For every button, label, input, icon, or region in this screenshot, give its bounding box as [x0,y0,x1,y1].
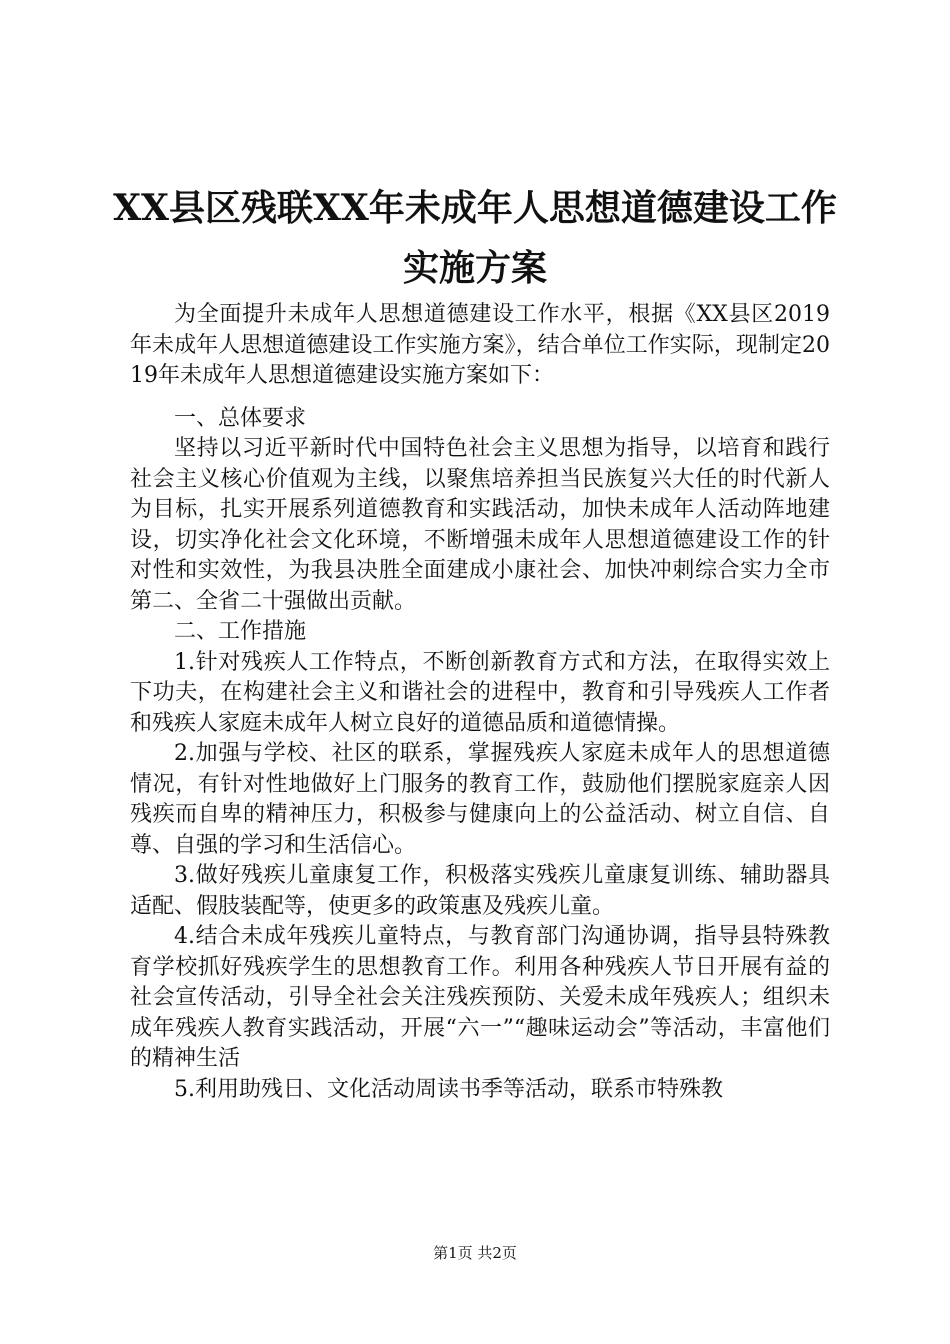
document-body [130,300,830,1105]
general-requirements-paragraph: 坚持以习近平新时代中国特色社会主义思想为指导，以培育和践行社会主义核心价值观为主线，以聚焦培养担当民族复兴大任的时代新人为目标，扎实开展系列道德教育和实践活动，加快未成年人活动阵地建设，切实净化社会文化环境，不断增强未成年人思想道德建设工作的针对性和实效性，为我县决胜全面建成小康社会、加快冲刺综合实力全市第二、全省二十强做出贡献。 [130,436,830,614]
section-heading-general-requirements: 一、总体要求 [174,405,307,431]
page-footer: 第1页 共2页 [433,1244,517,1262]
section-heading-work-measures: 二、工作措施 [174,619,307,644]
measure-item-1: 1.针对残疾人工作特点，不断创新教育方式和方法，在取得实效上下功夫，在构建社会主义和谐社会的进程中，教育和引导残疾人工作者和残疾人家庭未成年人树立良好的道德品质和道德情操。 [130,649,830,736]
document-title-line-1: XX县区残联XX年未成年人思想道德建设工作 [113,187,837,229]
document-title-line-2: 实施方案 [402,247,547,289]
measure-item-5: 5.利用助残日、文化活动周读书季等活动，联系市特殊教 [174,1076,723,1102]
intro-paragraph: 为全面提升未成年人思想道德建设工作水平，根据《XX县区2019年未成年人思想道德建设工作实施方案》，结合单位工作实际，现制定2019年未成年人思想道德建设实施方案如下： [130,302,830,388]
measure-item-3: 3.做好残疾儿童康复工作，积极落实残疾儿童康复训练、辅助器具适配、假肢装配等，使更多的政策惠及残疾儿童。 [130,863,830,919]
measure-item-2: 2.加强与学校、社区的联系，掌握残疾人家庭未成年人的思想道德情况，有针对性地做好上门服务的教育工作，鼓励他们摆脱家庭亲人因残疾而自卑的精神压力，积极参与健康向上的公益活动、树立自信、自尊、自强的学习和生活信心。 [130,741,830,858]
measure-item-4: 4.结合未成年残疾儿童特点，与教育部门沟通协调，指导县特殊教育学校抓好残疾学生的思想教育工作。利用各种残疾人节日开展有益的社会宣传活动，引导全社会关注残疾预防、关爱未成年残疾人；组织未成年残疾人教育实践活动，开展“六一”“趣味运动会”等活动，丰富他们的精神生活 [130,924,830,1071]
